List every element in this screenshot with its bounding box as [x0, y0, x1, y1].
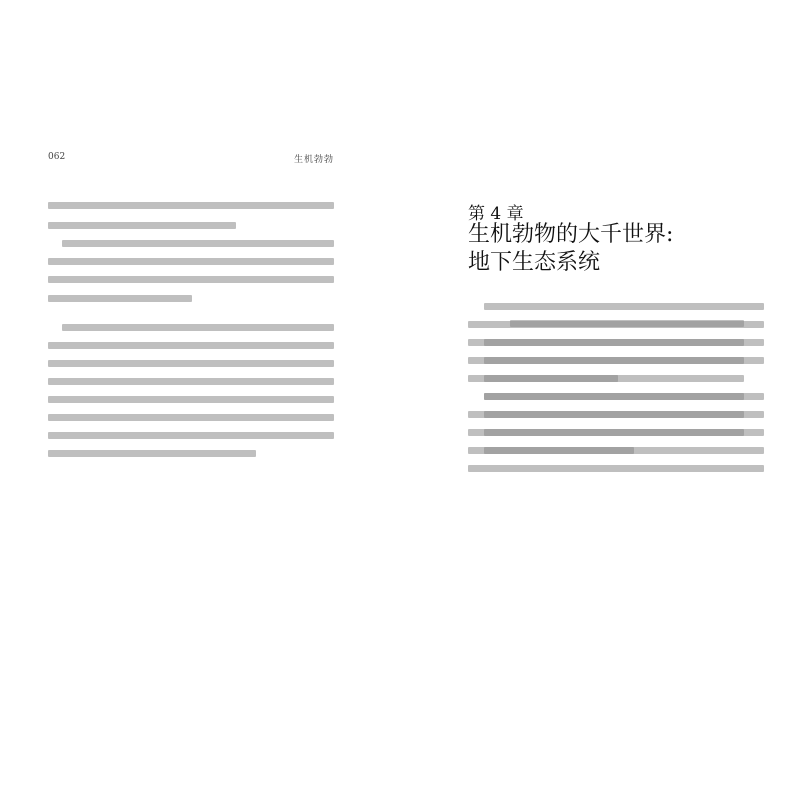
page-number: 062 — [48, 152, 66, 162]
right-page — [400, 0, 800, 800]
text-line — [62, 240, 334, 247]
text-line — [468, 447, 764, 454]
text-line — [48, 202, 334, 209]
text-line — [48, 414, 334, 421]
running-head-title: 生机勃勃 — [293, 155, 334, 165]
running-head — [48, 152, 334, 166]
text-line — [48, 258, 334, 265]
text-line — [468, 465, 764, 472]
text-line — [468, 339, 764, 346]
chapter-title-line-1: 生机勃物的大千世界: — [468, 222, 674, 247]
chapter-title — [468, 221, 768, 277]
text-line — [484, 303, 764, 310]
text-line — [48, 295, 192, 302]
text-line — [48, 360, 334, 367]
text-line — [468, 357, 764, 364]
chapter-number: 第 4 章 — [468, 204, 524, 224]
text-line — [48, 222, 236, 229]
text-line — [468, 321, 764, 328]
text-line — [48, 450, 256, 457]
text-line — [62, 324, 334, 331]
chapter-title-line-2: 地下生态系统 — [468, 250, 601, 275]
text-line — [48, 276, 334, 283]
text-line — [48, 378, 334, 385]
text-line — [468, 375, 618, 382]
text-line — [48, 396, 334, 403]
text-line — [468, 429, 764, 436]
text-line — [468, 411, 764, 418]
text-line — [48, 432, 334, 439]
text-line — [484, 393, 764, 400]
text-line — [48, 342, 334, 349]
